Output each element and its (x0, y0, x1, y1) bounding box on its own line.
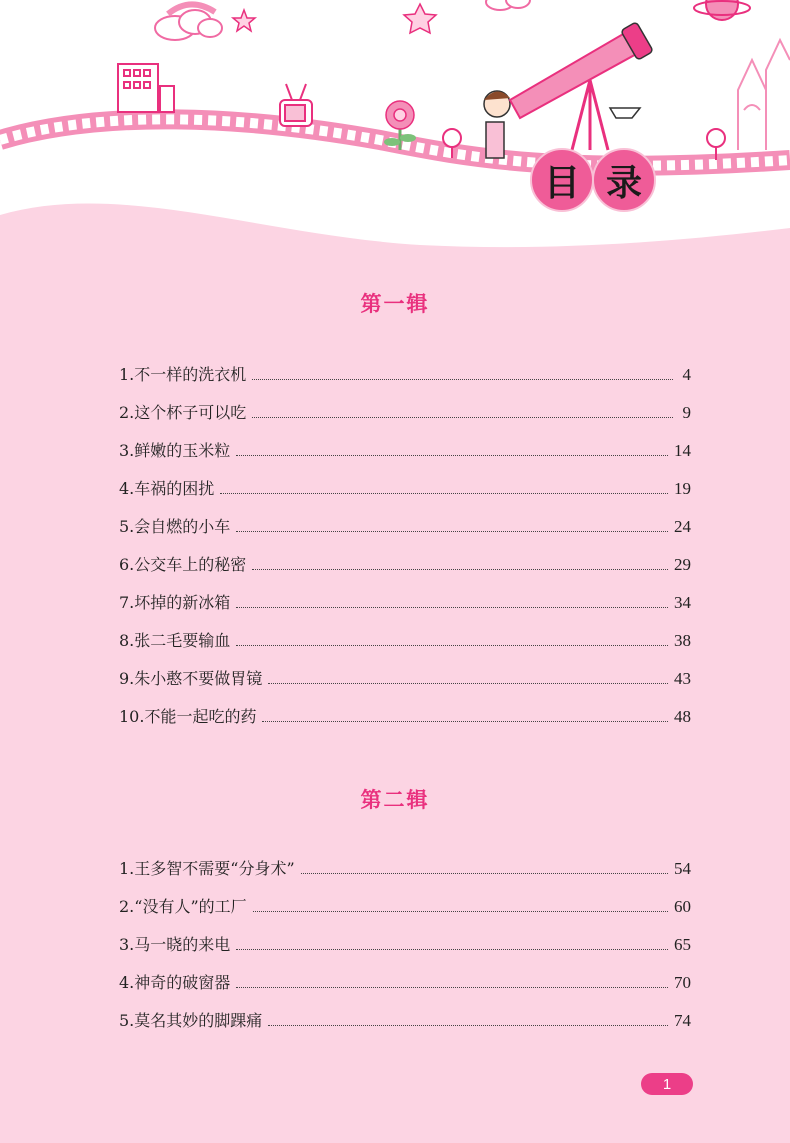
entry-title: 5.莫名其妙的脚踝痛 (119, 1011, 263, 1030)
toc-entry[interactable] (119, 994, 691, 1032)
dot-leader (252, 417, 673, 418)
entry-title: 8.张二毛要输血 (119, 631, 231, 650)
title-char: 目 (530, 148, 594, 212)
entry-page: 48 (674, 707, 691, 726)
page-title (530, 148, 660, 214)
entry-page: 70 (674, 973, 691, 992)
dot-leader (268, 1025, 668, 1026)
entry-title: 7.坏掉的新冰箱 (119, 593, 231, 612)
toc-entry[interactable] (119, 842, 691, 880)
castle-icon (738, 40, 790, 150)
entry-page: 34 (674, 593, 691, 612)
star-icon (404, 4, 436, 33)
section-title: 第一辑 (360, 292, 430, 316)
entry-page: 19 (674, 479, 691, 498)
dot-leader (262, 721, 668, 722)
entry-title: 6.公交车上的秘密 (119, 555, 247, 574)
toc-entry[interactable] (119, 918, 691, 956)
entry-title: 3.鲜嫩的玉米粒 (119, 441, 231, 460)
dot-leader (252, 569, 668, 570)
entry-page: 74 (674, 1011, 691, 1030)
toc-entry[interactable] (119, 424, 691, 462)
entry-page: 54 (674, 859, 691, 878)
entry-page: 38 (674, 631, 691, 650)
toc-entry[interactable] (119, 614, 691, 652)
telescope-icon (510, 22, 653, 150)
toc-entry[interactable] (119, 652, 691, 690)
entry-title: 1.王多智不需要“分身术” (119, 859, 295, 878)
dot-leader (252, 379, 673, 380)
building-icon (118, 64, 174, 112)
entry-page: 60 (674, 897, 691, 916)
toc-entry[interactable] (119, 500, 691, 538)
planet-icon (694, 0, 750, 20)
entry-page: 65 (674, 935, 691, 954)
entry-title: 2.“没有人”的工厂 (119, 897, 247, 916)
toc-entry[interactable] (119, 576, 691, 614)
dot-leader (236, 455, 668, 456)
toc-list (119, 842, 691, 1032)
dot-leader (236, 987, 668, 988)
dot-leader (236, 645, 668, 646)
page-number-badge: 1 (641, 1073, 693, 1095)
header-illustration (0, 0, 790, 260)
toc-entry[interactable] (119, 348, 691, 386)
toc-list (119, 348, 691, 728)
entry-title: 1.不一样的洗衣机 (119, 365, 247, 384)
entry-title: 10.不能一起吃的药 (119, 707, 257, 726)
dot-leader (268, 683, 668, 684)
entry-page: 9 (682, 403, 691, 422)
cloud-icon (155, 10, 222, 40)
title-char: 录 (592, 148, 656, 212)
entry-title: 4.车祸的困扰 (119, 479, 215, 498)
dot-leader (220, 493, 668, 494)
entry-title: 4.神奇的破窗器 (119, 973, 231, 992)
dot-leader (236, 607, 668, 608)
child-icon (484, 91, 510, 158)
toc-entry[interactable] (119, 690, 691, 728)
toc-entry[interactable] (119, 386, 691, 424)
dot-leader (236, 949, 668, 950)
dot-leader (253, 911, 668, 912)
toc-entry[interactable] (119, 880, 691, 918)
toc-entry[interactable] (119, 462, 691, 500)
entry-title: 5.会自燃的小车 (119, 517, 231, 536)
star-icon (233, 10, 255, 31)
dot-leader (301, 873, 668, 874)
entry-title: 9.朱小憨不要做胃镜 (119, 669, 263, 688)
entry-title: 3.马一晓的来电 (119, 935, 231, 954)
entry-page: 4 (682, 365, 691, 384)
entry-page: 24 (674, 517, 691, 536)
toc-entry[interactable] (119, 956, 691, 994)
entry-title: 2.这个杯子可以吃 (119, 403, 247, 422)
toc-entry[interactable] (119, 538, 691, 576)
entry-page: 43 (674, 669, 691, 688)
entry-page: 29 (674, 555, 691, 574)
section-title: 第二辑 (360, 788, 430, 812)
entry-page: 14 (674, 441, 691, 460)
dot-leader (236, 531, 668, 532)
tv-icon (280, 84, 312, 126)
